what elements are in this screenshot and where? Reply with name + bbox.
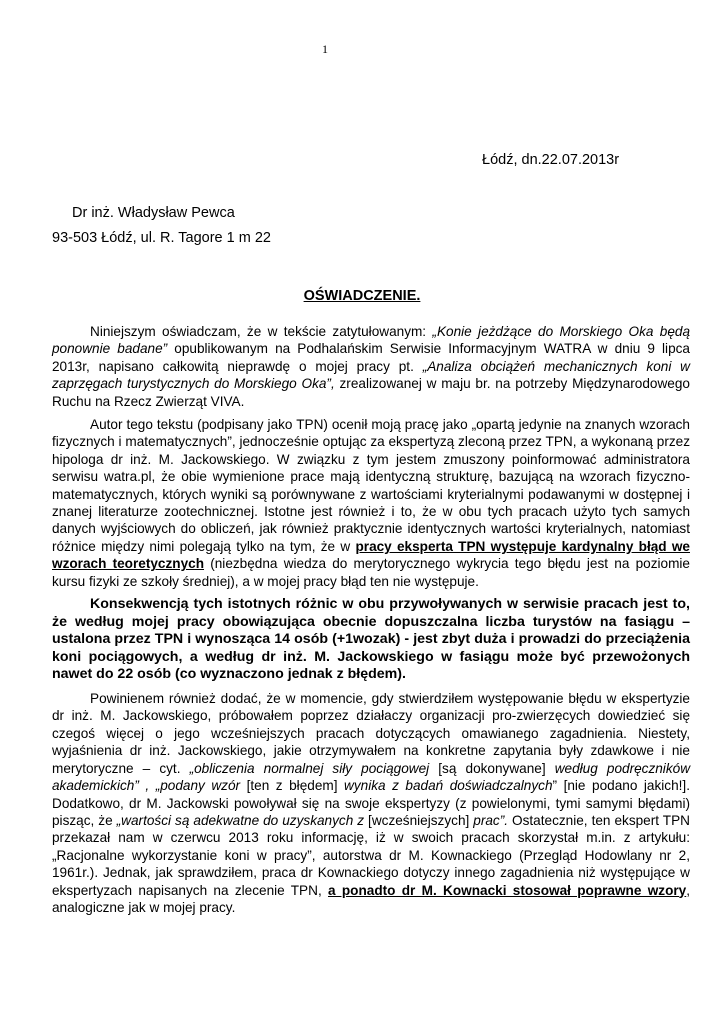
document-title: OŚWIADCZENIE. <box>303 288 421 304</box>
paragraph-4 <box>52 690 690 916</box>
paragraph-4-text: [są dokonywane] <box>429 760 555 776</box>
paragraph-3: Konsekwencją tych istotnych różnic w obu przywoływanych w serwisie pracach jest to, że według mojej pracy obowiązująca obecnie dopuszczalna liczba turystów na fasiągu – ustalona przez TPN i wynosząca 14 osób (+1wozak) - jest zbyt duża i prowadzi do przeciążenia koni pociągowych, a według dr inż. M. Jackowskiego w fasiągu może być przewożonych nawet do 22 osób (co wyznaczono jednak z błędem). <box>52 596 690 683</box>
page-number: 1 <box>322 42 328 56</box>
author-address: 93-503 Łódź, ul. R. Tagore 1 m 22 <box>52 230 271 246</box>
quote-text: według podręczników akademickich” , „podany wzór <box>52 760 691 794</box>
paragraph-4-text: , analogiczne jak w mojej pracy. <box>52 882 691 915</box>
paragraph-1 <box>52 323 690 410</box>
author-name: Dr inż. Władysław Pewca <box>72 205 235 221</box>
paragraph-4-text: [wcześniejszych] <box>364 812 474 828</box>
paragraph-2 <box>52 416 690 590</box>
paragraph-2-text: (niezbędna wiedza do merytorycznego wykrycia tego błędu jest na poziomie kursu fizyki ze szkoły średniej), a w mojej pracy błąd ten nie występuje. <box>52 556 690 589</box>
document-body <box>52 323 690 922</box>
paragraph-4-text: ” [nie podano jakich!]. Dodatkowo, dr M. Jackowski powoływał się na swoje ekspertyzy (z powielonymi, tymi samymi błędami) pisząc, że <box>52 778 690 828</box>
quoted-work-title: „Analiza obciążeń mechanicznych koni w zaprzęgach turystycznych do Morskiego Oka”, <box>52 358 690 392</box>
quoted-article-title: „Konie jeżdżące do Morskiego Oka będą ponownie badane” <box>52 324 691 357</box>
paragraph-4-text: Powinienem również dodać, że w momencie, gdy stwierdziłem występowanie błędu w ekspertyzie dr inż. M. Jackowskiego, próbowałem poprzez działaczy organizacji pro-zwierzęcych dowiedzieć się czegoś więcej o jego wcześniejszych pracach dotyczących omawianego zagadnienia. Niestety, wyjaśnienia dr inż. Jackowskiego, jakie otrzymywałem na konkretne zapytania były zdawkowe i nie merytoryczne – cyt. <box>52 691 690 776</box>
paragraph-1-text: zrealizowanej w maju br. na potrzeby Międzynarodowego Ruchu na Rzecz Zwierząt VIVA. <box>52 376 690 409</box>
emphasized-error-statement: pracy eksperta TPN występuje kardynalny błąd we wzorach teoretycznych <box>52 538 690 572</box>
paragraph-4-text: [ten z błędem] <box>240 778 345 794</box>
emphasized-correct-formulas: a ponadto dr M. Kownacki stosował poprawne wzory <box>328 882 687 898</box>
quote-text: „wartości są adekwatne do uzyskanych z <box>116 812 365 828</box>
quote-text: wynika z badań doświadczalnych <box>344 778 553 794</box>
quote-text: prac”. <box>473 812 509 828</box>
quote-text: „obliczenia normalnej siły pociągowej <box>189 760 430 776</box>
paragraph-2-text: Autor tego tekstu (podpisany jako TPN) ocenił moją pracę jako „opartą jedynie na znanych wzorach fizycznych i matematycznych”, jednocześnie optując za ekspertyzą zleconą przez TPN, a wykonaną przez hipologa dr inż. M. Jackowskiego. W związku z tym jestem zmuszony poinformować administratora serwisu watra.pl, że obie wymienione prace mają identyczną strukturę, bazującą na wzorach fizyczno-matematycznych, których wyniki są porównywane z wartościami kryterialnymi podawanymi w dostępnej i znanej literaturze zootechnicznej. Istotne jest również i to, że w obu tych pracach użyto tych samych danych wyjściowych do obliczeń, jak również praktycznie identycznych wartości kryterialnych, natomiast różnice między nimi polegają tylko na tym, że w <box>52 417 690 554</box>
paragraph-4-text: Ostatecznie, ten ekspert TPN przekazał nam w czerwcu 2013 roku informację, iż w swoich pracach skorzystał m.in. z artykułu: „Racjonalne wykorzystanie koni w pracy”, autorstwa dr M. Kownackiego (Przegląd Hodowlany nr 2, 1961r.). Jednak, jak sprawdziłem, praca dr Kownackiego dotyczy innego zagadnienia niż występujące w ekspertyzach napisanych na zlecenie TPN, <box>52 812 690 898</box>
paragraph-1-text: opublikowanym na Podhalańskim Serwisie Informacyjnym WATRA w dniu 9 lipca 2013r, napisano całkowitą nieprawdę o mojej pracy pt. <box>52 341 690 374</box>
place-date: Łódź, dn.22.07.2013r <box>482 152 620 168</box>
paragraph-1-text: Niniejszym oświadczam, że w tekście zatytułowanym: <box>90 324 433 339</box>
